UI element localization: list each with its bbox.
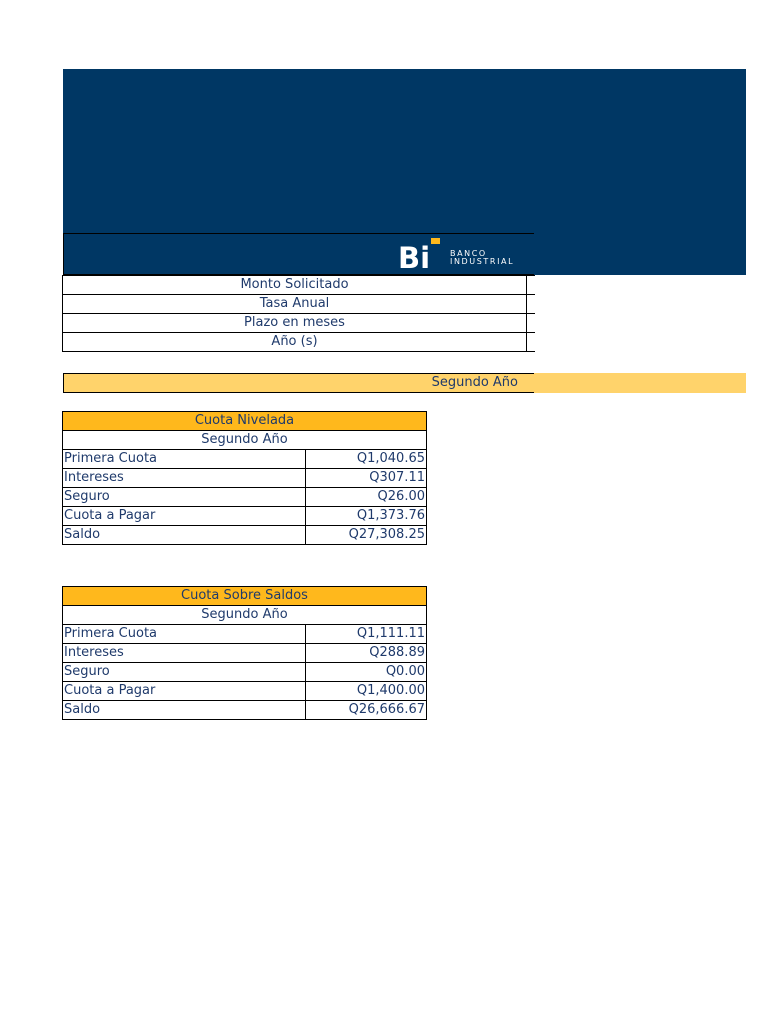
table-row bbox=[63, 644, 427, 663]
bi-logo-icon bbox=[398, 238, 442, 270]
table-header-row bbox=[63, 412, 427, 431]
row-value: Q26.00 bbox=[306, 488, 427, 507]
param-label: Tasa Anual bbox=[63, 295, 527, 314]
row-label: Saldo bbox=[63, 701, 306, 720]
year-bar-label: Segundo Año bbox=[63, 373, 534, 393]
row-value: Q1,111.11 bbox=[306, 625, 427, 644]
table-subheader-row bbox=[63, 606, 427, 625]
row-value: Q307.11 bbox=[306, 469, 427, 488]
row-value: Q0.00 bbox=[306, 663, 427, 682]
row-label: Primera Cuota bbox=[63, 450, 306, 469]
table-row bbox=[63, 469, 427, 488]
table-row bbox=[63, 450, 427, 469]
param-label: Plazo en meses bbox=[63, 314, 527, 333]
table-title: Cuota Sobre Saldos bbox=[63, 587, 427, 606]
row-label: Cuota a Pagar bbox=[63, 682, 306, 701]
param-value[interactable] bbox=[527, 314, 536, 333]
row-label: Saldo bbox=[63, 526, 306, 545]
table-row bbox=[63, 663, 427, 682]
param-value[interactable] bbox=[527, 333, 536, 352]
param-label: Año (s) bbox=[63, 333, 527, 352]
bank-logo bbox=[398, 238, 534, 270]
row-label: Intereses bbox=[63, 644, 306, 663]
row-value: Q288.89 bbox=[306, 644, 427, 663]
row-label: Intereses bbox=[63, 469, 306, 488]
logo-wordmark bbox=[450, 250, 514, 266]
cuota-sobre-saldos-table bbox=[62, 586, 427, 720]
table-row bbox=[63, 701, 427, 720]
table-subtitle: Segundo Año bbox=[63, 606, 427, 625]
row-value: Q1,373.76 bbox=[306, 507, 427, 526]
row-value: Q1,400.00 bbox=[306, 682, 427, 701]
logo-line-1: BANCO bbox=[450, 249, 487, 258]
table-subtitle: Segundo Año bbox=[63, 431, 427, 450]
table-row bbox=[63, 526, 427, 545]
logo-mark-text: Bi bbox=[398, 241, 431, 270]
row-value: Q26,666.67 bbox=[306, 701, 427, 720]
row-label: Seguro bbox=[63, 488, 306, 507]
param-label: Monto Solicitado bbox=[63, 276, 527, 295]
table-header-row bbox=[63, 587, 427, 606]
row-label: Cuota a Pagar bbox=[63, 507, 306, 526]
table-subheader-row bbox=[63, 431, 427, 450]
row-value: Q27,308.25 bbox=[306, 526, 427, 545]
param-row bbox=[63, 276, 536, 295]
table-title: Cuota Nivelada bbox=[63, 412, 427, 431]
param-row bbox=[63, 295, 536, 314]
param-row bbox=[63, 333, 536, 352]
logo-line-2: INDUSTRIAL bbox=[450, 257, 515, 266]
table-row bbox=[63, 682, 427, 701]
row-value: Q1,040.65 bbox=[306, 450, 427, 469]
param-value[interactable] bbox=[527, 276, 536, 295]
cuota-nivelada-table bbox=[62, 411, 427, 545]
table-row bbox=[63, 488, 427, 507]
table-row bbox=[63, 507, 427, 526]
row-label: Seguro bbox=[63, 663, 306, 682]
row-label: Primera Cuota bbox=[63, 625, 306, 644]
param-value[interactable] bbox=[527, 295, 536, 314]
table-row bbox=[63, 625, 427, 644]
loan-parameters-table bbox=[62, 275, 535, 352]
param-row bbox=[63, 314, 536, 333]
